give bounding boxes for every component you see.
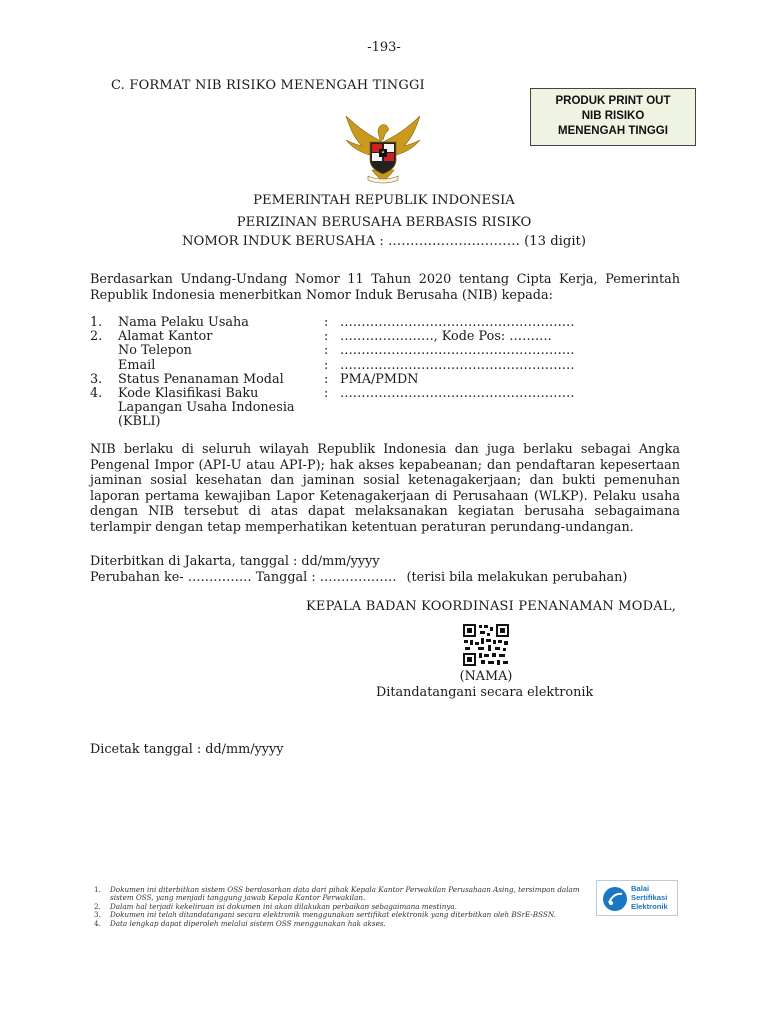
change-label: Perubahan ke- …………… Tanggal : ……………… xyxy=(90,570,397,585)
footnote-text: Data lengkap dapat diperoleh melalui sistem OSS menggunakan hak akses. xyxy=(110,918,386,928)
footnote-text: Dokumen ini telah ditandatangani secara elektronik menggunakan sertifikat elektronik yang diterbitkan oleh BSrE-BSSN. xyxy=(110,910,556,920)
item-number: 3. xyxy=(90,371,103,387)
item-colon: : xyxy=(324,357,329,373)
item-value: ………………………………………………. xyxy=(340,385,575,401)
stamp-line-2: NIB RISIKO xyxy=(581,110,645,122)
change-note: (terisi bila melakukan perubahan) xyxy=(406,570,628,585)
item-number: 1. xyxy=(90,315,103,330)
bsre-line-2: Sertifikasi xyxy=(631,892,668,902)
item-number: 4. xyxy=(90,385,103,401)
item-colon: : xyxy=(324,343,329,359)
footnote-text: Dokumen ini diterbitkan sistem OSS berdasarkan data dari pihak Kepala Kantor Perwakilan Perusahaan Asing, tersimpan dalam sistem OSS, yang menjadi tanggung jawab Kepala Kantor Perwakilan. xyxy=(110,885,580,903)
item-value: ………………………………………………. xyxy=(340,357,575,373)
garuda-pancasila-emblem xyxy=(340,112,426,186)
print-out-label-box xyxy=(530,88,696,146)
stamp-line-1: PRODUK PRINT OUT xyxy=(555,95,671,107)
footnote-number: 2. xyxy=(94,901,101,911)
item-colon: : xyxy=(324,315,329,330)
bsre-logo-box xyxy=(596,880,678,916)
intro-paragraph: Berdasarkan Undang-Undang Nomor 11 Tahun 2020 tentang Cipta Kerja, Pemerintah Republik Indonesia menerbitkan Nomor Induk Berusaha (NIB) kepada: xyxy=(90,272,680,303)
header-government: PEMERINTAH REPUBLIK INDONESIA xyxy=(253,193,515,208)
printed-date-line: Dicetak tanggal : dd/mm/yyyy xyxy=(90,742,284,757)
section-heading: C. FORMAT NIB RISIKO MENENGAH TINGGI xyxy=(111,78,425,93)
item-label: No Telepon xyxy=(118,343,192,359)
signatory-title: KEPALA BADAN KOORDINASI PENANAMAN MODAL, xyxy=(306,599,677,614)
electronic-signature-note: Ditandatangani secara elektronik xyxy=(376,685,594,700)
header-nib-number: NOMOR INDUK BERUSAHA : ………………………… (13 digit) xyxy=(182,234,586,249)
footnote-item xyxy=(94,920,594,928)
item-label: Status Penanaman Modal xyxy=(118,371,284,387)
item-value: ………………………………………………. xyxy=(340,343,575,359)
bsre-logo-icon xyxy=(601,885,629,913)
item-label: (KBLI) xyxy=(118,414,161,430)
header-licensing: PERIZINAN BERUSAHA BERBASIS RISIKO xyxy=(236,215,532,230)
page-number: -193- xyxy=(367,40,401,55)
stamp-line-3: MENENGAH TINGGI xyxy=(558,125,668,137)
item-label: Email xyxy=(118,357,156,373)
item-label: Kode Klasifikasi Baku xyxy=(118,385,259,401)
change-line xyxy=(90,570,627,586)
validity-paragraph: NIB berlaku di seluruh wilayah Republik Indonesia dan juga berlaku sebagai Angka Pengenal Impor (API-U atau API-P); hak akses kepabeanan; dan pendaftaran kepesertaan jaminan sosial kesehatan dan jaminan sosial ketenagakerjaan; dan bukti pemenuhan laporan pertama kewajiban Lapor Ketenagakerjaan di Perusahaan (WLKP). Pelaku usaha dengan NIB tersebut di atas dapat melaksanakan kegiatan berusaha sebagaimana terlampir dengan tetap memperhatikan ketentuan peraturan perundang-undangan. xyxy=(90,442,680,535)
item-value: PMA/PMDN xyxy=(340,371,419,387)
footnote-number: 1. xyxy=(94,885,101,894)
item-value: ………………………………………………. xyxy=(340,315,575,330)
footnote-number: 4. xyxy=(94,918,101,928)
signatory-name: (NAMA) xyxy=(459,669,513,684)
item-number: 2. xyxy=(90,329,103,345)
footnote-text: Dalam hal terjadi kekeliruan isi dokumen ini akan dilakukan perbaikan sebagaimana mestinya. xyxy=(110,901,457,911)
item-label: Nama Pelaku Usaha xyxy=(118,315,249,330)
bsre-text xyxy=(631,885,668,911)
qr-code-icon xyxy=(462,623,510,667)
footnote-number: 3. xyxy=(94,910,101,920)
item-value: …………………., Kode Pos: ………. xyxy=(340,329,552,345)
footnote-item xyxy=(94,886,594,903)
issued-date-line: Diterbitkan di Jakarta, tanggal : dd/mm/yyyy xyxy=(90,554,380,569)
item-colon: : xyxy=(324,329,329,345)
item-colon: : xyxy=(324,385,329,401)
footnotes xyxy=(94,886,594,928)
item-label: Lapangan Usaha Indonesia xyxy=(118,400,295,416)
bsre-line-3: Elektronik xyxy=(631,901,668,911)
bsre-line-1: Balai xyxy=(631,884,650,893)
item-label: Alamat Kantor xyxy=(118,329,213,345)
item-colon: : xyxy=(324,371,329,387)
